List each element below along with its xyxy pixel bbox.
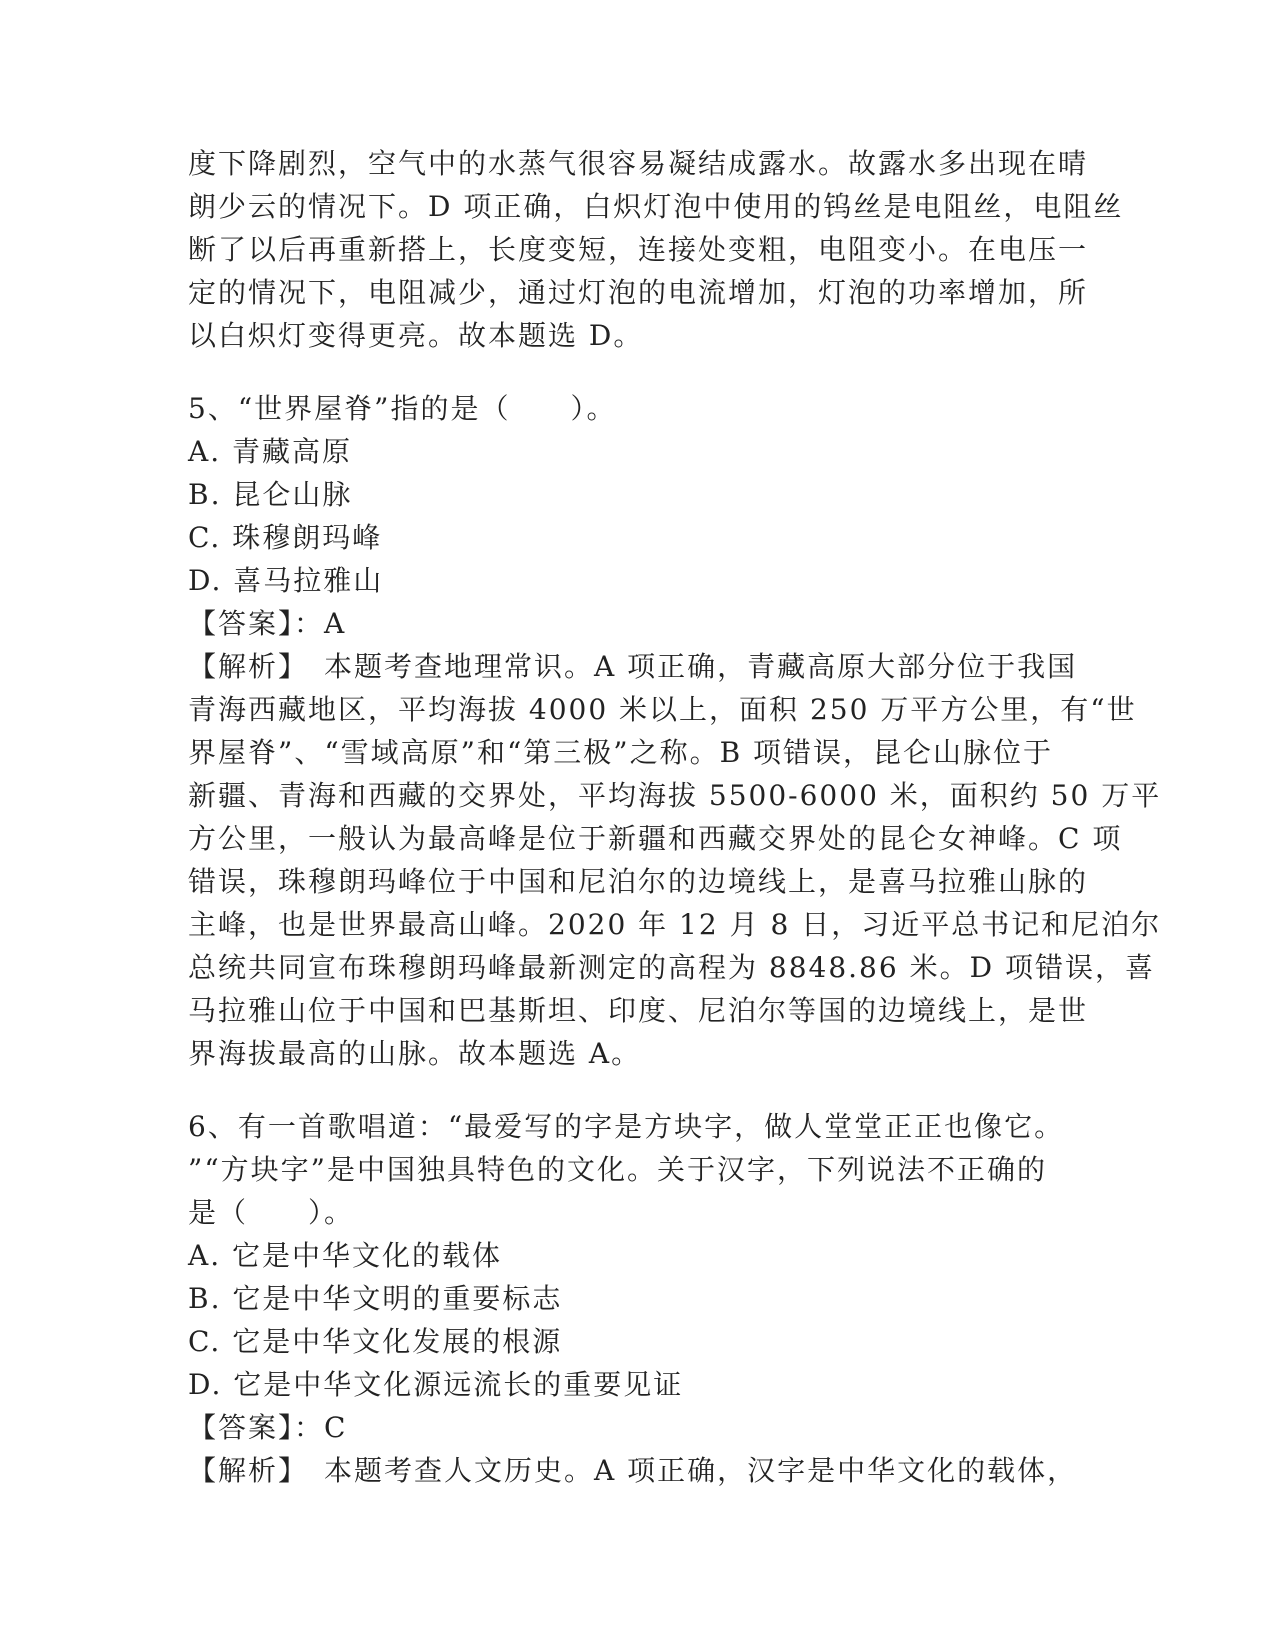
explanation-line: 【解析】 本题考查地理常识。A 项正确，青藏高原大部分位于我国 xyxy=(188,650,1078,683)
explanation-line: 总统共同宣布珠穆朗玛峰最新测定的高程为 8848.86 米。D 项错误，喜 xyxy=(188,951,1155,984)
explanation-line: 界屋脊”、“雪域高原”和“第三极”之称。B 项错误，昆仑山脉位于 xyxy=(188,736,1054,769)
option-d: D. 喜马拉雅山 xyxy=(188,564,384,597)
previous-explanation-continuation xyxy=(188,142,1124,357)
question-5-stem: 5、“世界屋脊”指的是（ ）。 xyxy=(188,392,617,425)
explanation-line: 主峰，也是世界最高山峰。2020 年 12 月 8 日，习近平总书记和尼泊尔 xyxy=(188,908,1162,941)
option-c: C. 它是中华文化发展的根源 xyxy=(188,1325,563,1358)
question-6-block xyxy=(188,1105,1088,1492)
explanation-line: 界海拔最高的山脉。故本题选 A。 xyxy=(188,1037,642,1070)
explanation-line: 方公里，一般认为最高峰是位于新疆和西藏交界处的昆仑女神峰。C 项 xyxy=(188,822,1123,855)
question-6-stem-line: 6、有一首歌唱道：“最爱写的字是方块字，做人堂堂正正也像它。 xyxy=(188,1110,1065,1143)
text-line: 度下降剧烈，空气中的水蒸气很容易凝结成露水。故露水多出现在晴 xyxy=(188,147,1089,180)
explanation-line: 青海西藏地区，平均海拔 4000 米以上，面积 250 万平方公里，有“世 xyxy=(188,693,1137,726)
answer-line: 【答案】：C xyxy=(188,1411,348,1444)
answer-line: 【答案】：A xyxy=(188,607,347,640)
text-line: 以白炽灯变得更亮。故本题选 D。 xyxy=(188,319,644,352)
option-d: D. 它是中华文化源远流长的重要见证 xyxy=(188,1368,684,1401)
text-line: 定的情况下，电阻减少，通过灯泡的电流增加，灯泡的功率增加，所 xyxy=(188,276,1089,309)
question-5-block xyxy=(188,387,1162,1075)
option-c: C. 珠穆朗玛峰 xyxy=(188,521,383,554)
text-line: 朗少云的情况下。D 项正确，白炽灯泡中使用的钨丝是电阻丝，电阻丝 xyxy=(188,190,1124,223)
document-page xyxy=(188,142,1162,1492)
question-6-stem-line: ”“方块字”是中国独具特色的文化。关于汉字，下列说法不正确的 xyxy=(188,1153,1047,1186)
explanation-line: 错误，珠穆朗玛峰位于中国和尼泊尔的边境线上，是喜马拉雅山脉的 xyxy=(188,865,1089,898)
text-line: 断了以后再重新搭上，长度变短，连接处变粗，电阻变小。在电压一 xyxy=(188,233,1089,266)
question-6-stem-line: 是（ ）。 xyxy=(188,1196,355,1229)
option-b: B. 昆仑山脉 xyxy=(188,478,353,511)
option-a: A. 它是中华文化的载体 xyxy=(188,1239,503,1272)
explanation-line: 新疆、青海和西藏的交界处，平均海拔 5500-6000 米，面积约 50 万平 xyxy=(188,779,1162,812)
option-a: A. 青藏高原 xyxy=(188,435,353,468)
explanation-line: 马拉雅山位于中国和巴基斯坦、印度、尼泊尔等国的边境线上，是世 xyxy=(188,994,1089,1027)
explanation-line: 【解析】 本题考查人文历史。A 项正确，汉字是中华文化的载体， xyxy=(188,1454,1078,1487)
option-b: B. 它是中华文明的重要标志 xyxy=(188,1282,563,1315)
